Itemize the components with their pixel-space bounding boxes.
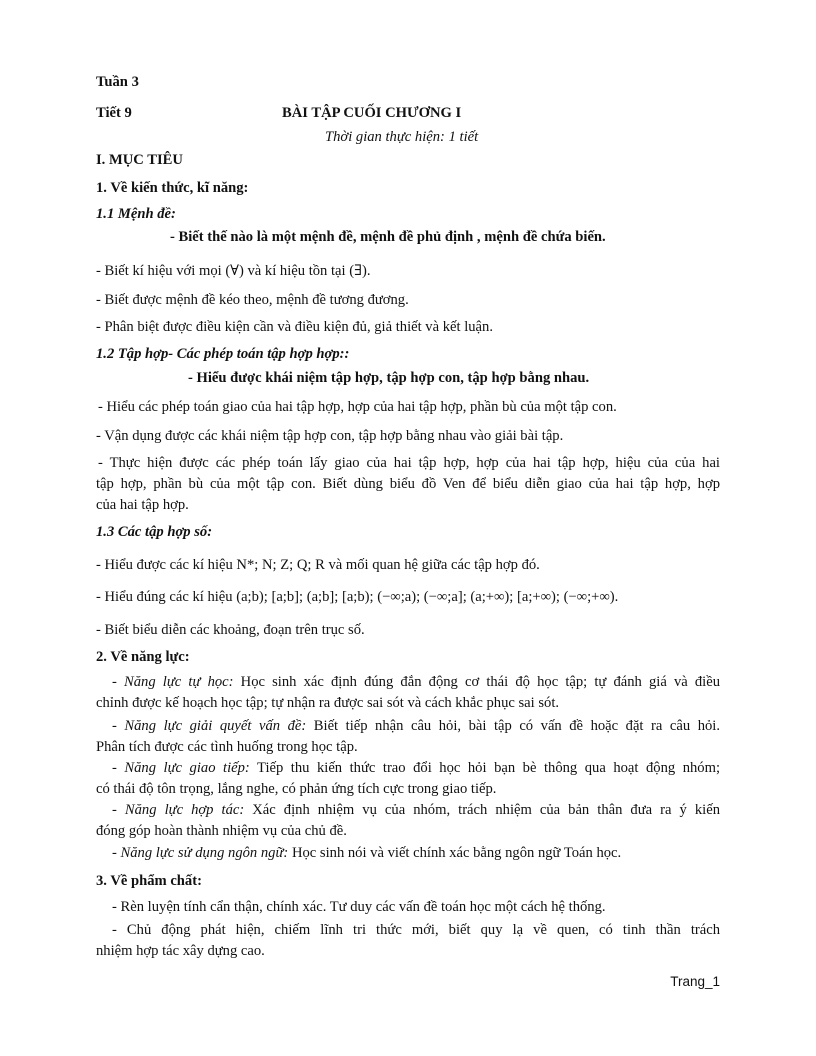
competence-line: đóng góp hoàn thành nhiệm vụ của chủ đề. (96, 823, 347, 839)
competence-label: - Năng lực hợp tác: (112, 802, 245, 818)
qualities-heading: 3. Về phẩm chất: (96, 873, 202, 889)
competence-line: - Năng lực hợp tác: Xác định nhiệm vụ của nhóm, trách nhiệm của bản thân đưa ra ý kiến (112, 802, 720, 818)
subsection-1-3-title: 1.3 Các tập hợp số: (96, 524, 213, 540)
list-item: - Vận dụng được các khái niệm tập hợp con, tập hợp bằng nhau vào giải bài tập. (96, 428, 564, 444)
subsection-1-2-main: - Hiểu được khái niệm tập hợp, tập hợp con, tập hợp bằng nhau. (188, 370, 590, 386)
competence-line: - Năng lực giao tiếp: Tiếp thu kiến thức trao đổi học hỏi bạn bè thông qua hoạt động nhóm; (112, 760, 720, 776)
competence-label: - Năng lực tự học: (112, 674, 234, 690)
paragraph-line: - Thực hiện được các phép toán lấy giao của hai tập hợp, hợp của hai tập hợp, hiệu của của hai (98, 455, 720, 471)
week-label: Tuần 3 (96, 74, 139, 90)
competence-label: - Năng lực giải quyết vấn đề: (112, 718, 307, 734)
duration-note: Thời gian thực hiện: 1 tiết (325, 129, 479, 145)
section-objectives-heading: I. MỤC TIÊU (96, 152, 183, 168)
list-item: - Phân biệt được điều kiện cần và điều kiện đủ, giả thiết và kết luận. (96, 319, 493, 335)
subsection-1-2-title: 1.2 Tập hợp- Các phép toán tập hợp hợp:: (96, 346, 350, 362)
paragraph-line: tập hợp, phần bù của một tập con. Biết dùng biểu đồ Ven để biểu diễn giao của hai tập hợp, hợp (96, 476, 720, 492)
list-item: - Hiểu đúng các kí hiệu (a;b); [a;b]; (a;b]; [a;b); (−∞;a); (−∞;a]; (a;+∞); [a;+∞); (−∞;+∞). (96, 589, 619, 605)
list-item: nhiệm hợp tác xây dựng cao. (96, 943, 265, 959)
competence-heading: 2. Về năng lực: (96, 649, 190, 665)
competence-label: - Năng lực giao tiếp: (112, 760, 250, 776)
paragraph-line: của hai tập hợp. (96, 497, 189, 513)
list-item: - Biết biểu diễn các khoảng, đoạn trên trục số. (96, 622, 365, 638)
competence-label: - Năng lực sử dụng ngôn ngữ: (112, 845, 289, 861)
lesson-label: Tiết 9 (96, 105, 132, 121)
competence-line: - Năng lực giải quyết vấn đề: Biết tiếp nhận câu hỏi, bài tập có vấn đề hoặc đặt ra câu hỏi. (112, 718, 720, 734)
list-item: - Hiểu các phép toán giao của hai tập hợp, hợp của hai tập hợp, phần bù của một tập con. (98, 399, 617, 415)
competence-line: chỉnh được kế hoạch học tập; tự nhận ra được sai sót và cách khắc phục sai sót. (96, 695, 560, 711)
list-item: - Hiểu được các kí hiệu N*; N; Z; Q; R và mối quan hệ giữa các tập hợp đó. (96, 557, 540, 573)
page-number: Trang_1 (670, 974, 720, 989)
competence-line: Phân tích được các tình huống trong học tập. (96, 739, 358, 755)
competence-line: có thái độ tôn trọng, lắng nghe, có phản ứng tích cực trong giao tiếp. (96, 781, 497, 797)
list-item: - Chủ động phát hiện, chiếm lĩnh tri thức mới, biết quy lạ về quen, có tinh thần trách (112, 922, 720, 938)
page-title: BÀI TẬP CUỐI CHƯƠNG I (282, 105, 462, 121)
subsection-1-1-title: 1.1 Mệnh đề: (96, 206, 176, 222)
list-item: - Rèn luyện tính cẩn thận, chính xác. Tư duy các vấn đề toán học một cách hệ thống. (112, 899, 606, 915)
subsection-1-1-main: - Biết thế nào là một mệnh đề, mệnh đề phủ định , mệnh đề chứa biến. (170, 229, 606, 245)
list-item: - Biết kí hiệu với mọi (∀) và kí hiệu tồn tại (∃). (96, 263, 371, 279)
list-item: - Biết được mệnh đề kéo theo, mệnh đề tương đương. (96, 292, 409, 308)
competence-line: - Năng lực sử dụng ngôn ngữ: Học sinh nói và viết chính xác bằng ngôn ngữ Toán học. (112, 845, 622, 861)
competence-line: - Năng lực tự học: Học sinh xác định đúng đắn động cơ thái độ học tập; tự đánh giá và điều (112, 674, 720, 690)
knowledge-heading: 1. Về kiến thức, kĩ năng: (96, 180, 249, 196)
